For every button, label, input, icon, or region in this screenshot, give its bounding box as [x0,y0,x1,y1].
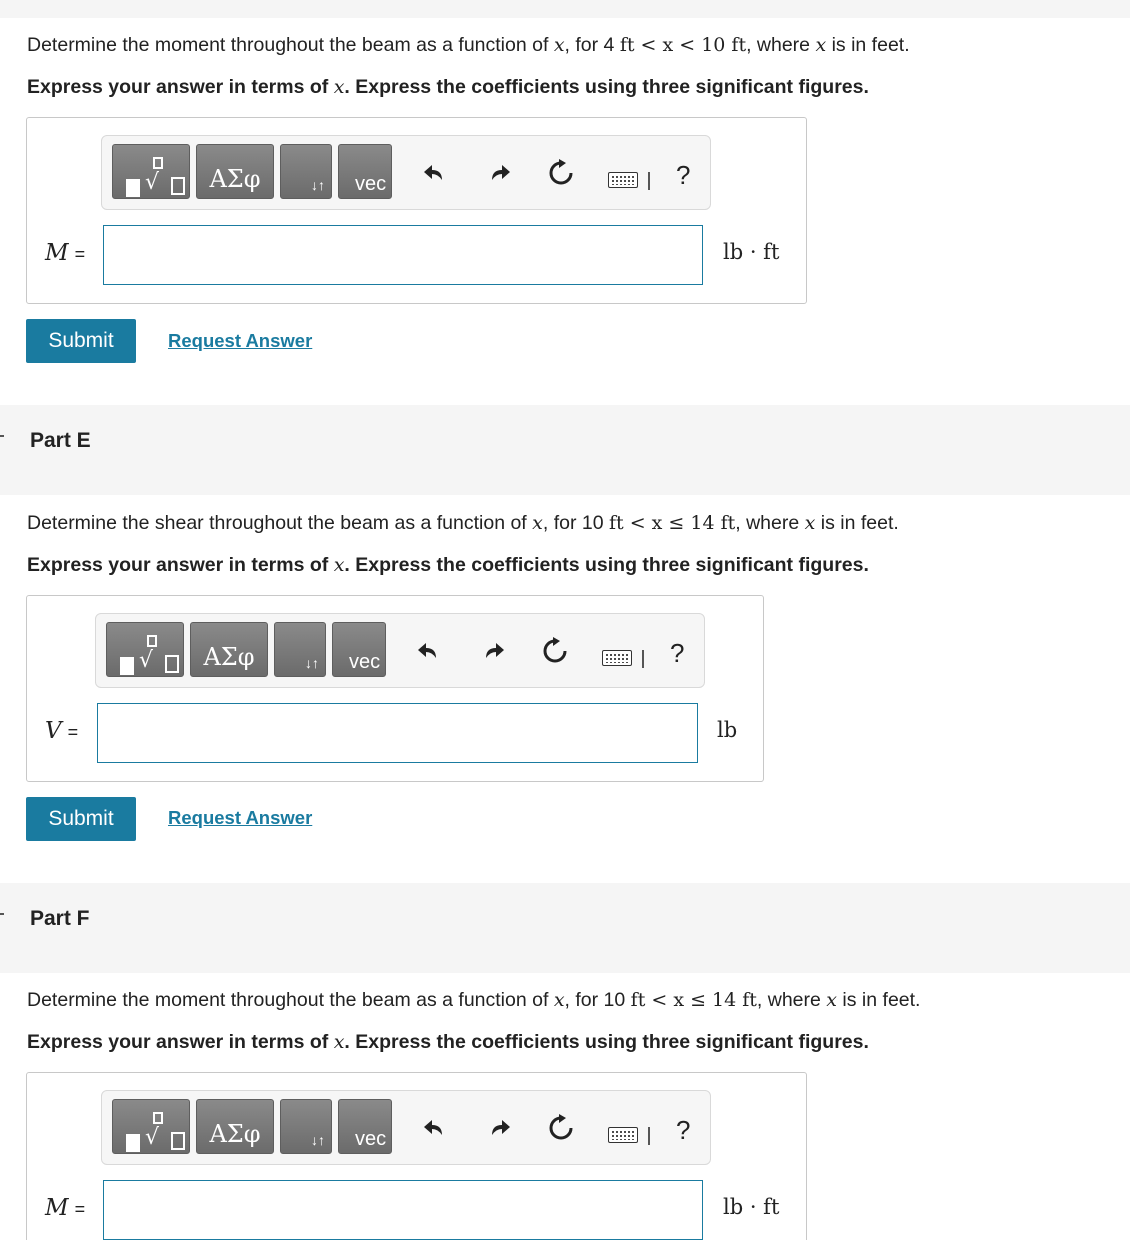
fraction-icon [153,157,163,169]
part-d-instructions: Express your answer in terms of x. Express the coefficients using three significant figures. [27,76,869,98]
separator [648,172,650,190]
collapse-marker [0,913,4,915]
reset-icon[interactable] [546,158,576,188]
template-box-icon [171,1132,185,1150]
radical-icon: √ [145,170,160,195]
greek-icon: ΑΣφ [209,1120,261,1148]
template-square-icon [126,179,140,197]
reset-icon[interactable] [540,636,570,666]
arrows-button[interactable] [280,1099,332,1154]
answer-variable-label: M = [45,1195,86,1221]
fraction-icon [147,635,157,647]
keyboard-icon[interactable] [602,650,632,666]
arrows-icon: ↓↑ [311,177,325,193]
submit-button[interactable]: Submit [26,797,136,841]
vec-button[interactable] [338,144,392,199]
answer-input[interactable] [97,703,698,763]
separator [642,650,644,668]
request-answer-link[interactable]: Request Answer [168,807,313,828]
template-square-icon [120,657,134,675]
answer-input[interactable] [103,1180,703,1240]
math-toolbar [101,1090,711,1165]
part-e-instructions: Express your answer in terms of x. Express the coefficients using three significant figures. [27,554,869,576]
fraction-icon [153,1112,163,1124]
greek-button[interactable] [196,144,274,199]
collapse-marker [0,435,4,437]
vec-icon: vec [355,1128,387,1150]
unit-label: lb · ft [723,1195,780,1219]
arrows-icon: ↓↑ [311,1132,325,1148]
arrows-icon: ↓↑ [305,655,319,671]
vec-icon: vec [355,173,387,195]
part-e-title: Part E [30,429,91,452]
top-strip [0,0,1130,18]
part-e-prompt: Determine the shear throughout the beam as a function of x, for 10 ft < x ≤ 14 ft, where x is in feet. [27,512,899,534]
help-icon[interactable]: ? [676,1115,691,1145]
templates-button[interactable] [112,1099,190,1154]
part-e-header[interactable] [0,405,1130,495]
redo-icon[interactable] [484,1113,514,1143]
templates-button[interactable] [106,622,184,677]
unit-label: lb · ft [723,240,780,264]
vec-icon: vec [349,651,381,673]
greek-icon: ΑΣφ [203,643,255,671]
math-toolbar [95,613,705,688]
answer-input[interactable] [103,225,703,285]
arrows-button[interactable] [274,622,326,677]
answer-variable-label: M = [45,240,86,266]
help-icon[interactable]: ? [676,160,691,190]
math-toolbar [101,135,711,210]
arrows-button[interactable] [280,144,332,199]
greek-button[interactable] [190,622,268,677]
submit-button[interactable]: Submit [26,319,136,363]
keyboard-icon[interactable] [608,1127,638,1143]
part-f-header[interactable] [0,883,1130,973]
undo-icon[interactable] [420,1113,450,1143]
undo-icon[interactable] [414,636,444,666]
part-d-prompt: Determine the moment throughout the beam as a function of x, for 4 ft < x < 10 ft, where x is in feet. [27,34,910,56]
unit-label: lb [717,718,738,742]
radical-icon: √ [145,1125,160,1150]
part-f-prompt: Determine the moment throughout the beam as a function of x, for 10 ft < x ≤ 14 ft, where x is in feet. [27,989,921,1011]
undo-icon[interactable] [420,158,450,188]
answer-variable-label: V = [45,718,79,744]
request-answer-link[interactable]: Request Answer [168,330,313,351]
template-box-icon [171,177,185,195]
template-box-icon [165,655,179,673]
reset-icon[interactable] [546,1113,576,1143]
redo-icon[interactable] [478,636,508,666]
greek-button[interactable] [196,1099,274,1154]
part-f-answer-box [26,1072,807,1240]
template-square-icon [126,1134,140,1152]
redo-icon[interactable] [484,158,514,188]
part-d-answer-box [26,117,807,304]
part-e-answer-box [26,595,764,782]
radical-icon: √ [139,648,154,673]
templates-button[interactable] [112,144,190,199]
vec-button[interactable] [338,1099,392,1154]
greek-icon: ΑΣφ [209,165,261,193]
vec-button[interactable] [332,622,386,677]
part-f-instructions: Express your answer in terms of x. Express the coefficients using three significant figures. [27,1031,869,1053]
help-icon[interactable]: ? [670,638,685,668]
part-f-title: Part F [30,907,90,930]
keyboard-icon[interactable] [608,172,638,188]
separator [648,1127,650,1145]
